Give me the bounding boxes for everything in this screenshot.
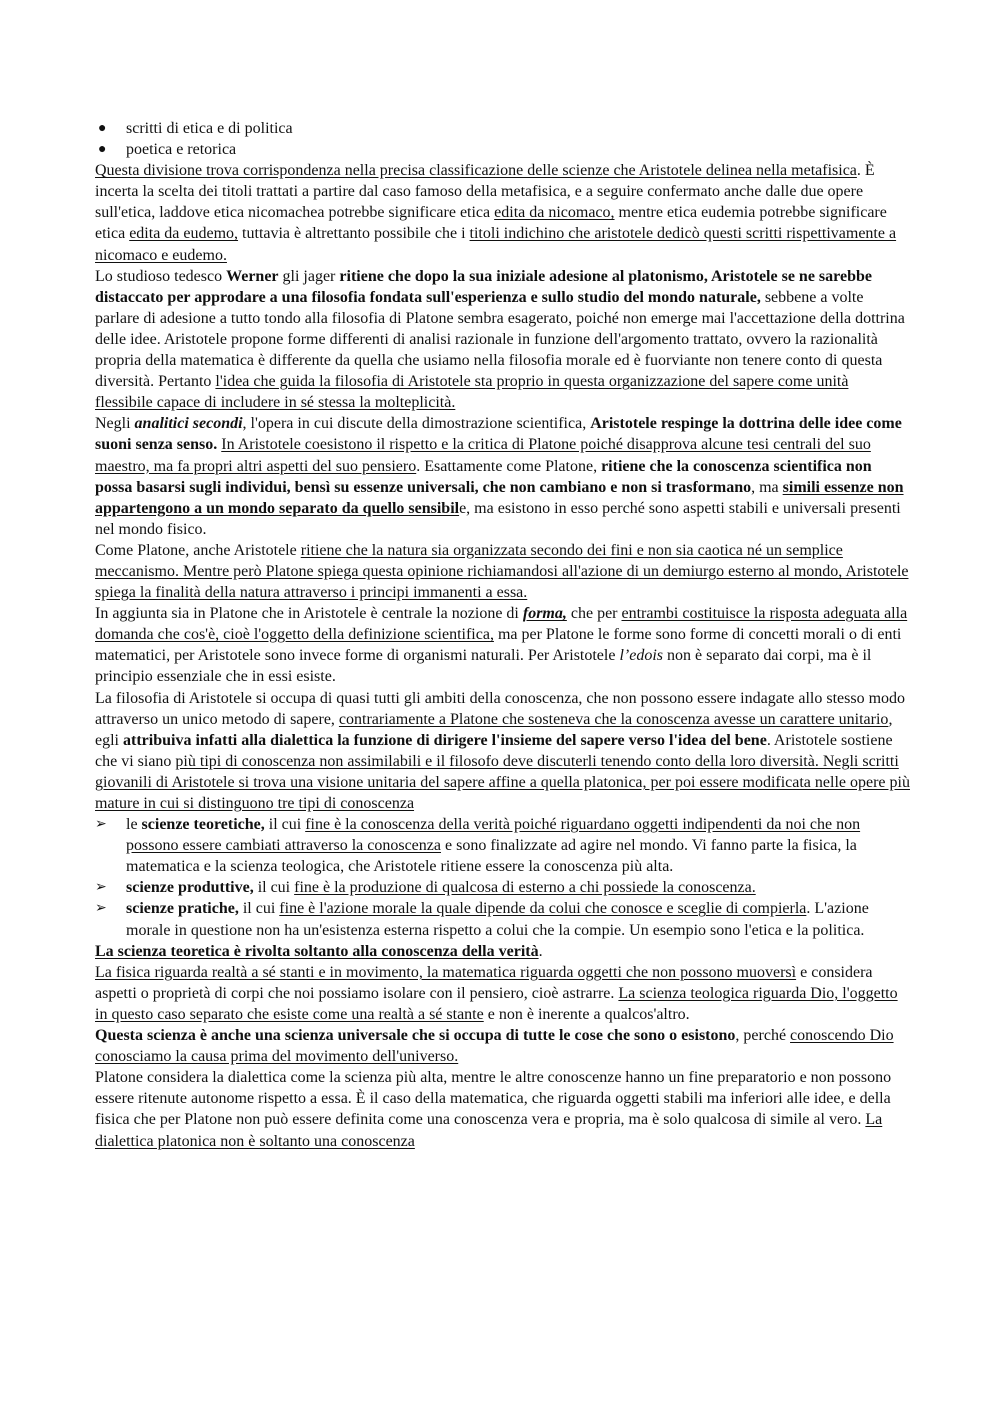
text-run: La filosofia di Aristotele si occupa di quasi tutti gli ambiti della conoscenza, che non possono essere indagate allo stesso modo attraverso un unico metodo di sapere, bbox=[95, 689, 906, 728]
list-item-text bbox=[126, 900, 869, 938]
text-run: ritiene che la conoscenza scientifica non possa basarsi sugli individui, bensì su essenze universali, che non cambiano e non si trasformano bbox=[95, 457, 872, 496]
paragraph-forma bbox=[95, 603, 910, 687]
list-item-text bbox=[126, 879, 756, 896]
text-run: tuttavia è altrettanto possibile che i bbox=[238, 225, 470, 243]
text-run: Lo studioso tedesco bbox=[95, 267, 227, 285]
list-item bbox=[95, 898, 910, 940]
arrow-list-scienze bbox=[95, 814, 910, 941]
paragraph-scienza-universale bbox=[95, 1025, 910, 1067]
paragraph-tipi-conoscenza bbox=[95, 688, 910, 815]
text-run: Aristotele respinge la dottrina delle idee come suoni senza senso. bbox=[95, 415, 902, 454]
text-run: . È incerta la scelta dei titoli trattati a partire dal caso famoso della metafisica, e a seguire confermato anche dalle due opere sull'etica, laddove etica nicomachea potrebbe significare etica bbox=[95, 162, 875, 222]
text-run: scienze pratiche, bbox=[126, 900, 239, 918]
text-run: edita da eudemo, bbox=[129, 225, 239, 243]
text-run: La dialettica platonica non è soltanto una conoscenza bbox=[95, 1111, 883, 1150]
text-run: più tipi di conoscenza non assimilabili e il filosofo deve discuterli tenendo conto della loro diversità. Negli scritti giovanili di Aristotele si trova una visione unitaria del sapere affine a quella platonica, per poi essere modificata nelle opere più mature in cui si distinguono tre tipi di conoscenza bbox=[95, 752, 910, 812]
bullet-list-top bbox=[95, 118, 910, 160]
arrowhead-bullet-icon: ➢ bbox=[95, 817, 107, 833]
text-run: l’edois bbox=[619, 647, 663, 665]
paragraph-classificazione bbox=[95, 160, 910, 265]
text-run: il cui bbox=[238, 900, 280, 918]
text-run: sebbene a volte parlare di adesione a tutto tondo alla filosofia di Platone sembra esagerato, poiché non emerge mai l'accettazione della dottrina delle idee. Aristotele propone forme differenti di analisi razionale in funzione dell'argomento trattato, ovvero la razionalità propria della matematica è differente da quella che usiamo nella filosofia morale ed è fuorviante non tenere conto di questa diversità. Pertanto bbox=[95, 288, 905, 391]
text-run: analitici secondi bbox=[134, 415, 243, 433]
text-run: . Esattamente come Platone, bbox=[416, 457, 602, 475]
text-run: e considera aspetti o proprietà di corpi che noi possiamo isolare con il pensiero, cioè astrarre. bbox=[95, 963, 873, 1002]
text-run: , l'opera in cui discute della dimostrazione scientifica, bbox=[242, 415, 591, 433]
text-run: La scienza teologica riguarda Dio, l'oggetto in questo caso separato che esiste come una realtà a sé stante bbox=[95, 984, 898, 1023]
list-item-text: poetica e retorica bbox=[126, 141, 237, 159]
document-page bbox=[95, 118, 910, 1152]
text-run: . L'azione morale in questione non ha un'esistenza esterna rispetto a colui che la compie. Un esempio sono l'etica e la politica. bbox=[126, 900, 869, 939]
text-run: La scienza teoretica è rivolta soltanto alla conoscenza della verità bbox=[95, 942, 539, 960]
list-item bbox=[95, 814, 910, 877]
list-item-text bbox=[126, 816, 860, 875]
text-run: . bbox=[538, 942, 543, 960]
list-item bbox=[95, 139, 910, 160]
text-run: Questa scienza è anche una scienza universale che si occupa di tutte le cose che sono o esistono bbox=[95, 1027, 736, 1045]
arrowhead-bullet-icon: ➢ bbox=[95, 880, 107, 896]
bullet-dot-icon: ● bbox=[98, 121, 107, 136]
text-run: l'idea che guida la filosofia di Aristotele sta proprio in questa organizzazione del sapere come unità flessibile capace di includere in sé stessa la molteplicità. bbox=[95, 373, 849, 412]
text-run: Negli bbox=[95, 415, 135, 433]
paragraph-scienza-teoretica bbox=[95, 941, 910, 962]
text-run: conoscendo Dio conosciamo la causa prima del movimento dell'universo. bbox=[95, 1027, 894, 1066]
text-run: Werner bbox=[226, 267, 279, 285]
bullet-dot-icon: ● bbox=[98, 142, 107, 158]
text-run: scienze teoretiche, bbox=[141, 816, 265, 834]
arrowhead-bullet-icon: ➢ bbox=[95, 901, 107, 917]
text-run: attribuiva infatti alla dialettica la funzione di dirigere l'insieme del sapere verso l'idea del bene bbox=[123, 731, 767, 749]
text-run: ritiene che dopo la sua iniziale adesione al platonismo, Aristotele se ne sarebbe distaccato per approdare a una filosofia fondata sull'esperienza e sullo studio del mondo naturale, bbox=[95, 267, 872, 306]
text-run: non è separato dai corpi, ma è il principio essenziale che in essi esiste. bbox=[95, 647, 872, 686]
text-run: il cui bbox=[264, 816, 306, 834]
list-item bbox=[95, 877, 910, 898]
paragraph-dialettica-platone bbox=[95, 1067, 910, 1151]
paragraph-fisica-matematica bbox=[95, 962, 910, 1025]
text-run: contrariamente a Platone che sosteneva che la conoscenza avesse un carattere unitario bbox=[338, 710, 889, 728]
text-run: le bbox=[126, 816, 142, 834]
text-run: , perché bbox=[735, 1027, 791, 1045]
text-run: ma per Platone le forme sono forme di concetti morali o di enti matematici, per Aristotele sono invece forme di organismi naturali. Per Aristotele bbox=[95, 626, 902, 665]
text-run: In aggiunta sia in Platone che in Aristotele è centrale la nozione di bbox=[95, 605, 523, 623]
text-run: simili essenze non appartengono a un mondo separato da quello sensibil bbox=[95, 478, 904, 517]
text-run: Come Platone, anche Aristotele bbox=[95, 541, 301, 559]
text-run: il cui bbox=[253, 879, 295, 897]
text-run: e non è inerente a qualcos'altro. bbox=[483, 1005, 690, 1023]
paragraph-jaeger bbox=[95, 266, 910, 414]
paragraph-analitici-secondi bbox=[95, 413, 910, 540]
paragraph-natura-fini bbox=[95, 540, 910, 603]
text-run: fine è l'azione morale la quale dipende da colui che conosce e sceglie di compierla bbox=[279, 900, 807, 918]
list-item bbox=[95, 118, 910, 139]
text-run: edita da nicomaco, bbox=[494, 204, 615, 222]
text-run: fine è la produzione di qualcosa di esterno a chi possiede la conoscenza. bbox=[294, 879, 756, 897]
text-run: fine è la conoscenza della verità poiché riguardano oggetti indipendenti da noi che non possono essere cambiati attraverso la conoscenza bbox=[126, 816, 861, 855]
text-run: Questa divisione trova corrispondenza nella precisa classificazione delle scienze che Aristotele delinea nella metafisica bbox=[95, 162, 857, 180]
text-run: La fisica riguarda realtà a sé stanti e in movimento, la matematica riguarda oggetti che non possono muoversì bbox=[95, 963, 797, 981]
text-run: scienze produttive, bbox=[126, 879, 254, 897]
text-run: gli jager bbox=[278, 267, 340, 285]
list-item-text: scritti di etica e di politica bbox=[126, 120, 293, 137]
text-run: , egli bbox=[95, 710, 893, 749]
text-run: mentre etica eudemia potrebbe significare etica bbox=[95, 204, 887, 243]
text-run: forma, bbox=[522, 605, 567, 623]
text-run: In Aristotele coesistono il rispetto e la critica di Platone poiché disapprova alcune tesi centrali del suo maestro, ma fa propri altri aspetti del suo pensiero bbox=[95, 436, 871, 475]
text-run: . Aristotele sostiene che vi siano bbox=[95, 731, 893, 770]
text-run: Platone considera la dialettica come la scienza più alta, mentre le altre conoscenze hanno un fine preparatorio e non possono essere ritenute autonome rispetto a essa. È il caso della matematica, che riguarda oggetti stabili ma inferiori alle idee, e della fisica che per Platone non può essere definita come una conoscenza vera e propria, ma è solo qualcosa di simile al vero. bbox=[95, 1069, 892, 1129]
text-run: e, ma esistono in esso perché sono aspetti stabili e universali presenti nel mondo fisico. bbox=[95, 499, 901, 538]
text-run: , ma bbox=[751, 478, 783, 496]
text-run: che per bbox=[566, 605, 622, 623]
text-run: ritiene che la natura sia organizzata secondo dei fini e non sia caotica né un semplice meccanismo. Mentre però Platone spiega questa opinione richiamandosi all'azione di un demiurgo esterno al mondo, Aristotele spiega la finalità della natura attraverso i principi immanenti a essa. bbox=[95, 541, 909, 602]
text-run: e sono finalizzate ad agire nel mondo. Vi fanno parte la fisica, la matematica e la scienza teologica, che Aristotele ritiene essere la conoscenza più alta. bbox=[126, 837, 857, 876]
text-run: entrambi costituisce la risposta adeguata alla domanda che cos'è, cioè l'oggetto della definizione scientifica, bbox=[95, 605, 908, 644]
text-run: titoli indichino che aristotele dedicò questi scritti rispettivamente a nicomaco e eudemo. bbox=[95, 225, 897, 264]
